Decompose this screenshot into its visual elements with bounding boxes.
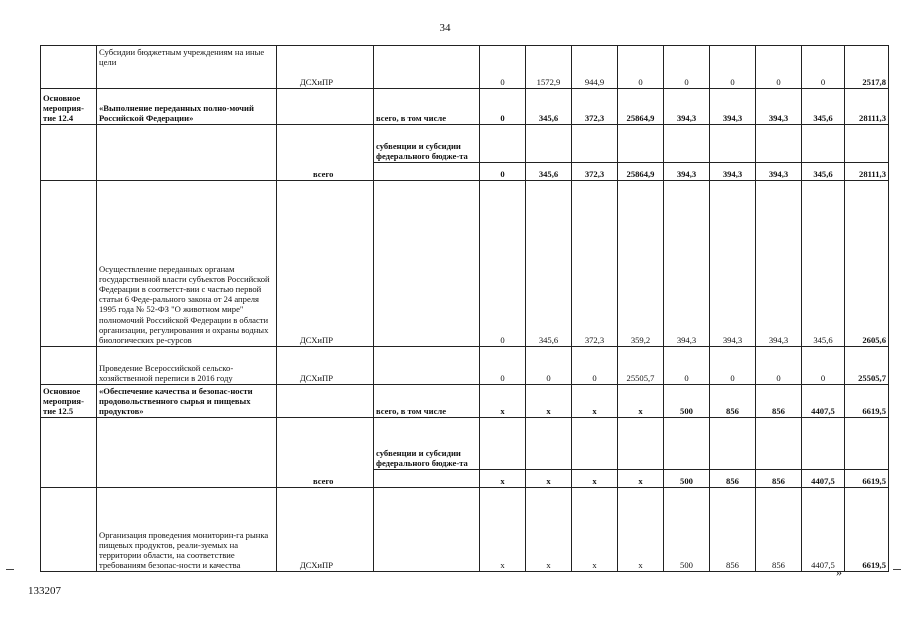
value-cell: 0	[802, 46, 845, 89]
budget-table	[40, 45, 889, 572]
source-cell	[374, 488, 480, 572]
measure-cell: Основное мероприя-тие 12.4	[41, 89, 97, 125]
table-row	[41, 385, 889, 418]
table-row	[41, 418, 889, 470]
value-cell: 0	[480, 181, 526, 347]
margin-dash	[6, 569, 14, 570]
executor-cell: ДСХиПР	[277, 347, 374, 385]
value-cell: х	[526, 385, 572, 418]
value-cell: х	[618, 470, 664, 488]
value-cell	[802, 418, 845, 470]
value-cell: х	[480, 385, 526, 418]
value-cell: 372,3	[572, 89, 618, 125]
table-row	[41, 89, 889, 125]
value-cell: 345,6	[526, 89, 572, 125]
value-cell: 0	[526, 347, 572, 385]
value-cell: 0	[480, 46, 526, 89]
source-cell	[374, 46, 480, 89]
total-cell	[845, 125, 889, 163]
value-cell	[710, 125, 756, 163]
value-cell: х	[618, 488, 664, 572]
measure-cell	[41, 163, 97, 181]
value-cell	[526, 418, 572, 470]
value-cell	[710, 418, 756, 470]
value-cell: х	[572, 470, 618, 488]
value-cell: 0	[756, 46, 802, 89]
source-cell	[374, 163, 480, 181]
measure-cell	[41, 347, 97, 385]
value-cell: 500	[664, 488, 710, 572]
total-cell: 6619,5	[845, 470, 889, 488]
value-cell	[802, 125, 845, 163]
value-cell: 394,3	[710, 181, 756, 347]
value-cell: 25505,7	[618, 347, 664, 385]
value-cell: 0	[710, 46, 756, 89]
value-cell: 394,3	[756, 163, 802, 181]
value-cell	[618, 418, 664, 470]
total-cell	[845, 418, 889, 470]
value-cell: 500	[664, 385, 710, 418]
value-cell	[572, 418, 618, 470]
value-cell	[572, 125, 618, 163]
value-cell: 0	[756, 347, 802, 385]
value-cell: 856	[756, 385, 802, 418]
executor-cell: ДСХиПР	[277, 181, 374, 347]
value-cell	[480, 125, 526, 163]
value-cell: х	[572, 385, 618, 418]
source-cell: всего, в том числе	[374, 385, 480, 418]
total-cell: 6619,5	[845, 385, 889, 418]
table-row	[41, 470, 889, 488]
executor-cell	[277, 89, 374, 125]
value-cell: 394,3	[664, 89, 710, 125]
source-cell: всего, в том числе	[374, 89, 480, 125]
name-cell	[97, 46, 277, 89]
value-cell: х	[572, 488, 618, 572]
value-cell: 394,3	[710, 163, 756, 181]
value-cell	[526, 125, 572, 163]
name-cell: Осуществление переданных органам государственной власти субъектов Российской Федерации в соответст-вии с частью первой статьи 6 Феде-рального закона от 24 апреля 1995 года № 52-ФЗ "О животном мире" полномочий Российской Федерации в области организации, регулирования и охраны водных биологических ре-сурсов	[97, 181, 277, 347]
value-cell: 4407,5	[802, 470, 845, 488]
name-cell	[97, 470, 277, 488]
value-cell: 0	[664, 347, 710, 385]
value-cell: 856	[710, 385, 756, 418]
value-cell	[664, 418, 710, 470]
total-cell: 6619,5	[845, 488, 889, 572]
value-cell: 372,3	[572, 163, 618, 181]
measure-cell	[41, 470, 97, 488]
table-row	[41, 347, 889, 385]
value-cell: 0	[480, 89, 526, 125]
table-row	[41, 46, 889, 89]
closing-quote-mark: »	[836, 565, 842, 579]
source-cell	[374, 347, 480, 385]
margin-dash	[893, 569, 901, 570]
value-cell: 345,6	[526, 181, 572, 347]
name-cell: «Обеспечение качества и безопас-ности продовольственного сырья и пищевых продуктов»	[97, 385, 277, 418]
source-cell: субвенции и субсидии федерального бюдже-та	[374, 418, 480, 470]
table-row	[41, 181, 889, 347]
value-cell: 345,6	[802, 181, 845, 347]
value-cell: 345,6	[526, 163, 572, 181]
total-cell: 28111,3	[845, 163, 889, 181]
total-cell: 2605,6	[845, 181, 889, 347]
page-number: 34	[439, 22, 451, 34]
value-cell: 0	[802, 347, 845, 385]
value-cell: х	[480, 470, 526, 488]
value-cell: 856	[710, 470, 756, 488]
measure-cell	[41, 46, 97, 89]
value-cell: 0	[618, 46, 664, 89]
name-cell: Проведение Всероссийской сельско-хозяйственной переписи в 2016 году	[97, 347, 277, 385]
measure-cell	[41, 181, 97, 347]
total-cell: 28111,3	[845, 89, 889, 125]
value-cell: 394,3	[756, 181, 802, 347]
total-cell: 25505,7	[845, 347, 889, 385]
table-row	[41, 488, 889, 572]
value-cell: 394,3	[664, 181, 710, 347]
source-cell	[374, 181, 480, 347]
name-cell: Организация проведения мониторин-га рынка пищевых продуктов, реали-зуемых на территории области, на соответствие требованиям безопас-ности и качества	[97, 488, 277, 572]
measure-cell	[41, 125, 97, 163]
value-cell: 359,2	[618, 181, 664, 347]
executor-cell	[277, 125, 374, 163]
value-cell: 4407,5	[802, 385, 845, 418]
executor-cell: ДСХиПР	[277, 488, 374, 572]
value-cell: х	[526, 488, 572, 572]
value-cell: 394,3	[756, 89, 802, 125]
measure-cell	[41, 488, 97, 572]
executor-cell: всего	[277, 470, 374, 488]
source-cell	[374, 470, 480, 488]
value-cell: 1572,9	[526, 46, 572, 89]
value-cell	[664, 125, 710, 163]
value-cell: 4407,5	[802, 488, 845, 572]
value-cell: 0	[710, 347, 756, 385]
value-cell: 372,3	[572, 181, 618, 347]
table-row	[41, 125, 889, 163]
value-cell: 856	[756, 488, 802, 572]
executor-cell: всего	[277, 163, 374, 181]
table-row	[41, 163, 889, 181]
executor-cell	[277, 385, 374, 418]
value-cell: 25864,9	[618, 89, 664, 125]
value-cell	[480, 418, 526, 470]
name-cell	[97, 418, 277, 470]
value-cell: 394,3	[710, 89, 756, 125]
value-cell: 944,9	[572, 46, 618, 89]
name-text: Субсидии бюджетным учреждениям на иные цели	[99, 47, 265, 68]
value-cell	[756, 418, 802, 470]
value-cell: х	[618, 385, 664, 418]
executor-cell	[277, 418, 374, 470]
name-cell: «Выполнение переданных полно-мочий Российской Федерации»	[97, 89, 277, 125]
value-cell: 345,6	[802, 89, 845, 125]
measure-cell: Основное мероприя-тие 12.5	[41, 385, 97, 418]
value-cell: 856	[710, 488, 756, 572]
name-cell	[97, 125, 277, 163]
value-cell: 856	[756, 470, 802, 488]
executor-cell: ДСХиПР	[277, 46, 374, 89]
measure-cell	[41, 418, 97, 470]
value-cell: 345,6	[802, 163, 845, 181]
name-cell	[97, 163, 277, 181]
value-cell: 0	[480, 163, 526, 181]
value-cell: 0	[572, 347, 618, 385]
footer-code: 133207	[28, 585, 61, 597]
value-cell: 500	[664, 470, 710, 488]
value-cell	[618, 125, 664, 163]
total-cell: 2517,8	[845, 46, 889, 89]
value-cell	[756, 125, 802, 163]
value-cell: 0	[480, 347, 526, 385]
value-cell: 0	[664, 46, 710, 89]
value-cell: х	[480, 488, 526, 572]
source-cell: субвенции и субсидии федерального бюдже-та	[374, 125, 480, 163]
value-cell: 394,3	[664, 163, 710, 181]
value-cell: х	[526, 470, 572, 488]
value-cell: 25864,9	[618, 163, 664, 181]
